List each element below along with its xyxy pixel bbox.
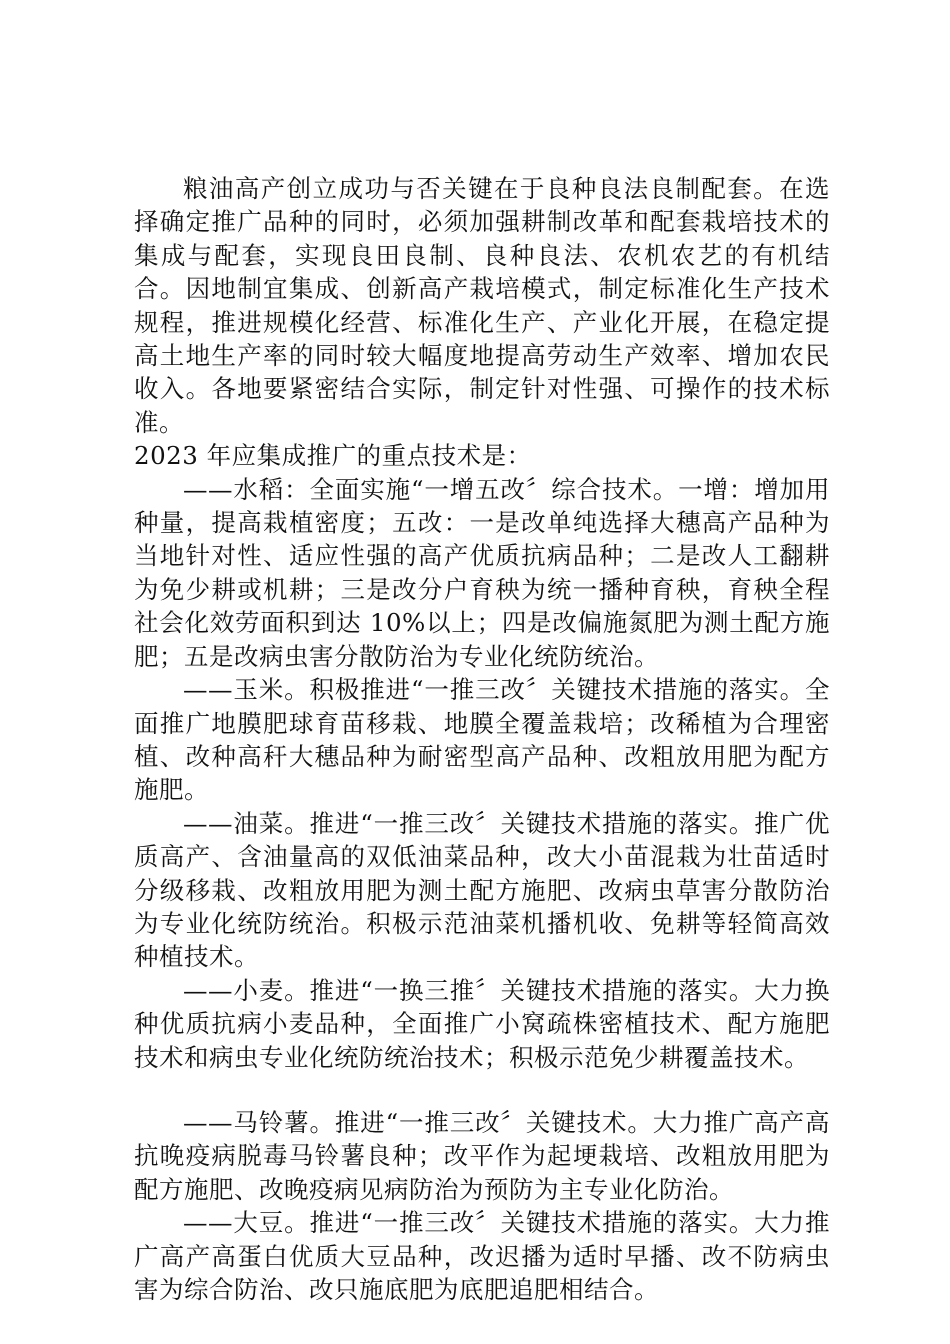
paragraph-spacer — [134, 1074, 830, 1106]
paragraph-intro: 粮油高产创立成功与否关键在于良种良法良制配套。在选择确定推广品种的同时，必须加强耕制改革和配套栽培技术的集成与配套，实现良田良制、良种良法、农机农艺的有机结合。因地制宜集成、创新高产栽培模式，制定标准化生产技术规程，推进规模化经营、标准化生产、产业化开展，在稳定提高土地生产率的同时较大幅度地提高劳动生产效率、增加农民收入。各地要紧密结合实际，制定针对性强、可操作的技术标准。 — [134, 174, 830, 437]
paragraph-potato: ——马铃薯。推进“一推三改〞关键技术。大力推广高产高抗晚疫病脱毒马铃薯良种；改平作为起埂栽培、改粗放用肥为配方施肥、改晚疫病见病防治为预防为主专业化防治。 — [134, 1107, 830, 1204]
paragraph-soybean: ——大豆。推进“一推三改〞关键技术措施的落实。大力推广高产高蛋白优质大豆品种，改迟播为适时早播、改不防病虫害为综合防治、改只施底肥为底肥追肥相结合。 — [134, 1208, 830, 1304]
paragraph-rice: ——水稻：全面实施“一增五改〞综合技术。一增：增加用种量，提高栽植密度；五改：一是改单纯选择大穗高产品种为当地针对性、适应性强的高产优质抗病品种；二是改人工翻耕为免少耕或机耕；三是改分户育秧为统一播种育秧，育秧全程社会化效劳面积到达 10%以上；四是改偏施氮肥为测土配方施肥；五是改病虫害分散防治为专业化统防统治。 — [134, 474, 830, 671]
paragraph-wheat: ——小麦。推进“一换三推〞关键技术措施的落实。大力换种优质抗病小麦品种，全面推广小窝疏株密植技术、配方施肥技术和病虫专业化统防统治技术；积极示范免少耕覆盖技术。 — [134, 975, 830, 1072]
paragraph-corn: ——玉米。积极推进“一推三改〞关键技术措施的落实。全面推广地膜肥球育苗移栽、地膜全覆盖栽培；改稀植为合理密植、改种高秆大穗品种为耐密型高产品种、改粗放用肥为配方施肥。 — [134, 675, 830, 805]
paragraph-rapeseed: ——油菜。推进“一推三改〞关键技术措施的落实。推广优质高产、含油量高的双低油菜品种，改大小苗混栽为壮苗适时分级移栽、改粗放用肥为测土配方施肥、改病虫草害分散防治为专业化统防统治。积极示范油菜机播机收、免耕等轻简高效种植技术。 — [134, 808, 830, 972]
document-body — [134, 172, 830, 1306]
paragraph-key-tech-heading: 2023 年应集成推广的重点技术是： — [134, 441, 532, 471]
